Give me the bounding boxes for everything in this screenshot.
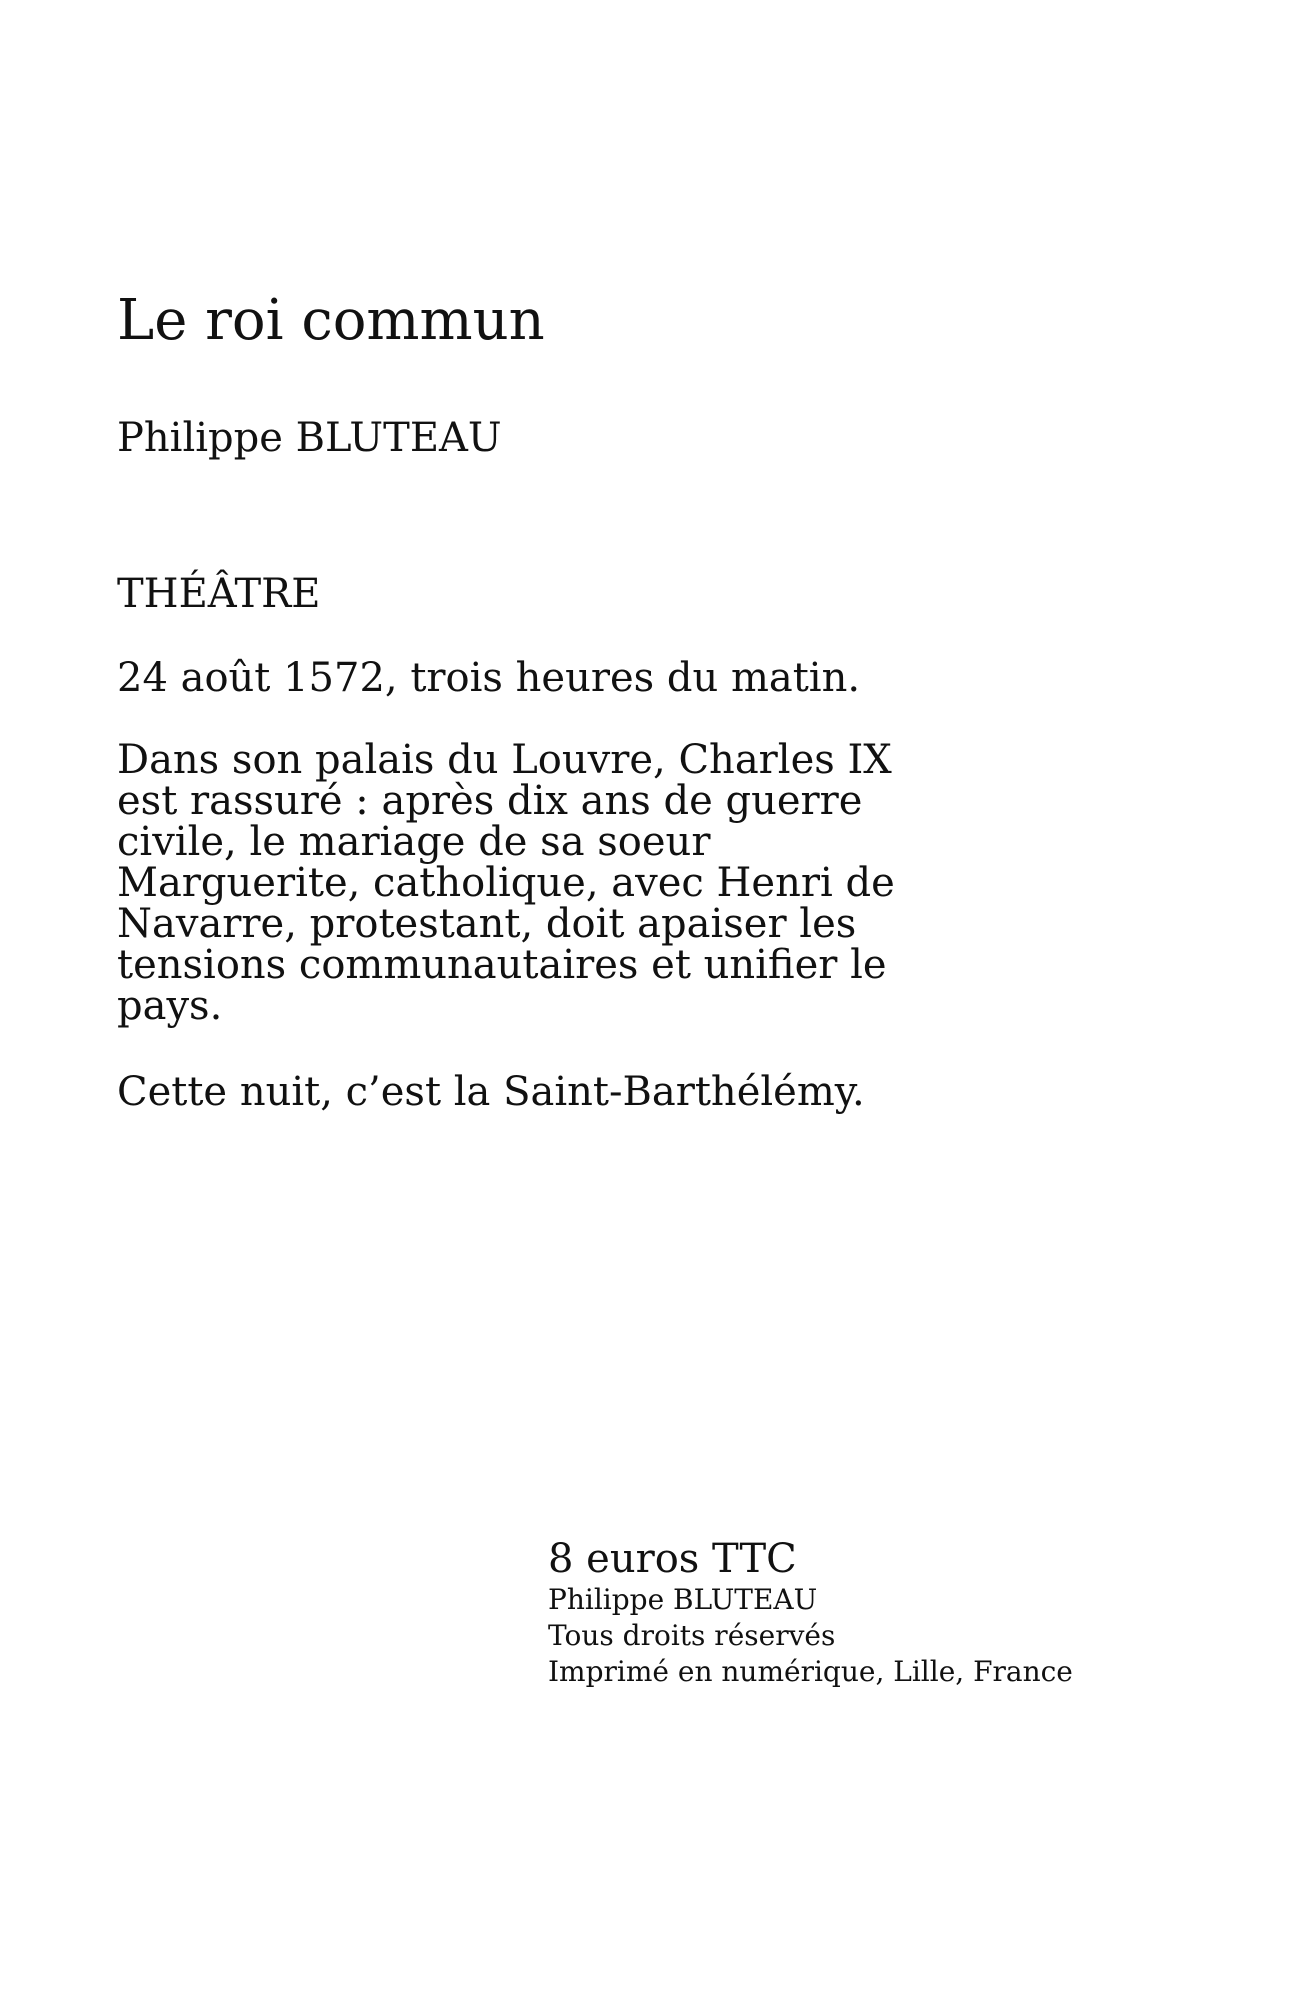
colophon — [548, 1536, 1073, 1690]
rights-notice: Tous droits réservés — [548, 1619, 836, 1652]
blurb-line: Dans son palais du Louvre, Charles IX — [117, 737, 892, 783]
blurb-line: Navarre, protestant, doit apaiser les — [117, 901, 857, 947]
blurb-line: pays. — [117, 983, 223, 1029]
genre-label: THÉÂTRE — [117, 571, 321, 617]
blurb-line: Marguerite, catholique, avec Henri de — [117, 860, 895, 906]
printing-notice: Imprimé en numérique, Lille, France — [548, 1655, 1073, 1688]
date-line: 24 août 1572, trois heures du matin. — [117, 655, 861, 701]
blurb-line: est rassuré : après dix ans de guerre — [117, 778, 863, 824]
book-title: Le roi commun — [117, 288, 545, 353]
blurb-line: civile, le mariage de sa soeur — [117, 819, 711, 865]
closing-sentence: Cette nuit, c’est la Saint-Barthélémy. — [117, 1069, 865, 1115]
author-name: Philippe BLUTEAU — [117, 415, 502, 461]
blurb-paragraph — [117, 737, 957, 1029]
colophon-author: Philippe BLUTEAU — [548, 1583, 818, 1616]
price-label: 8 euros TTC — [548, 1536, 797, 1582]
blurb-line: tensions communautaires et unifier le — [117, 942, 887, 988]
